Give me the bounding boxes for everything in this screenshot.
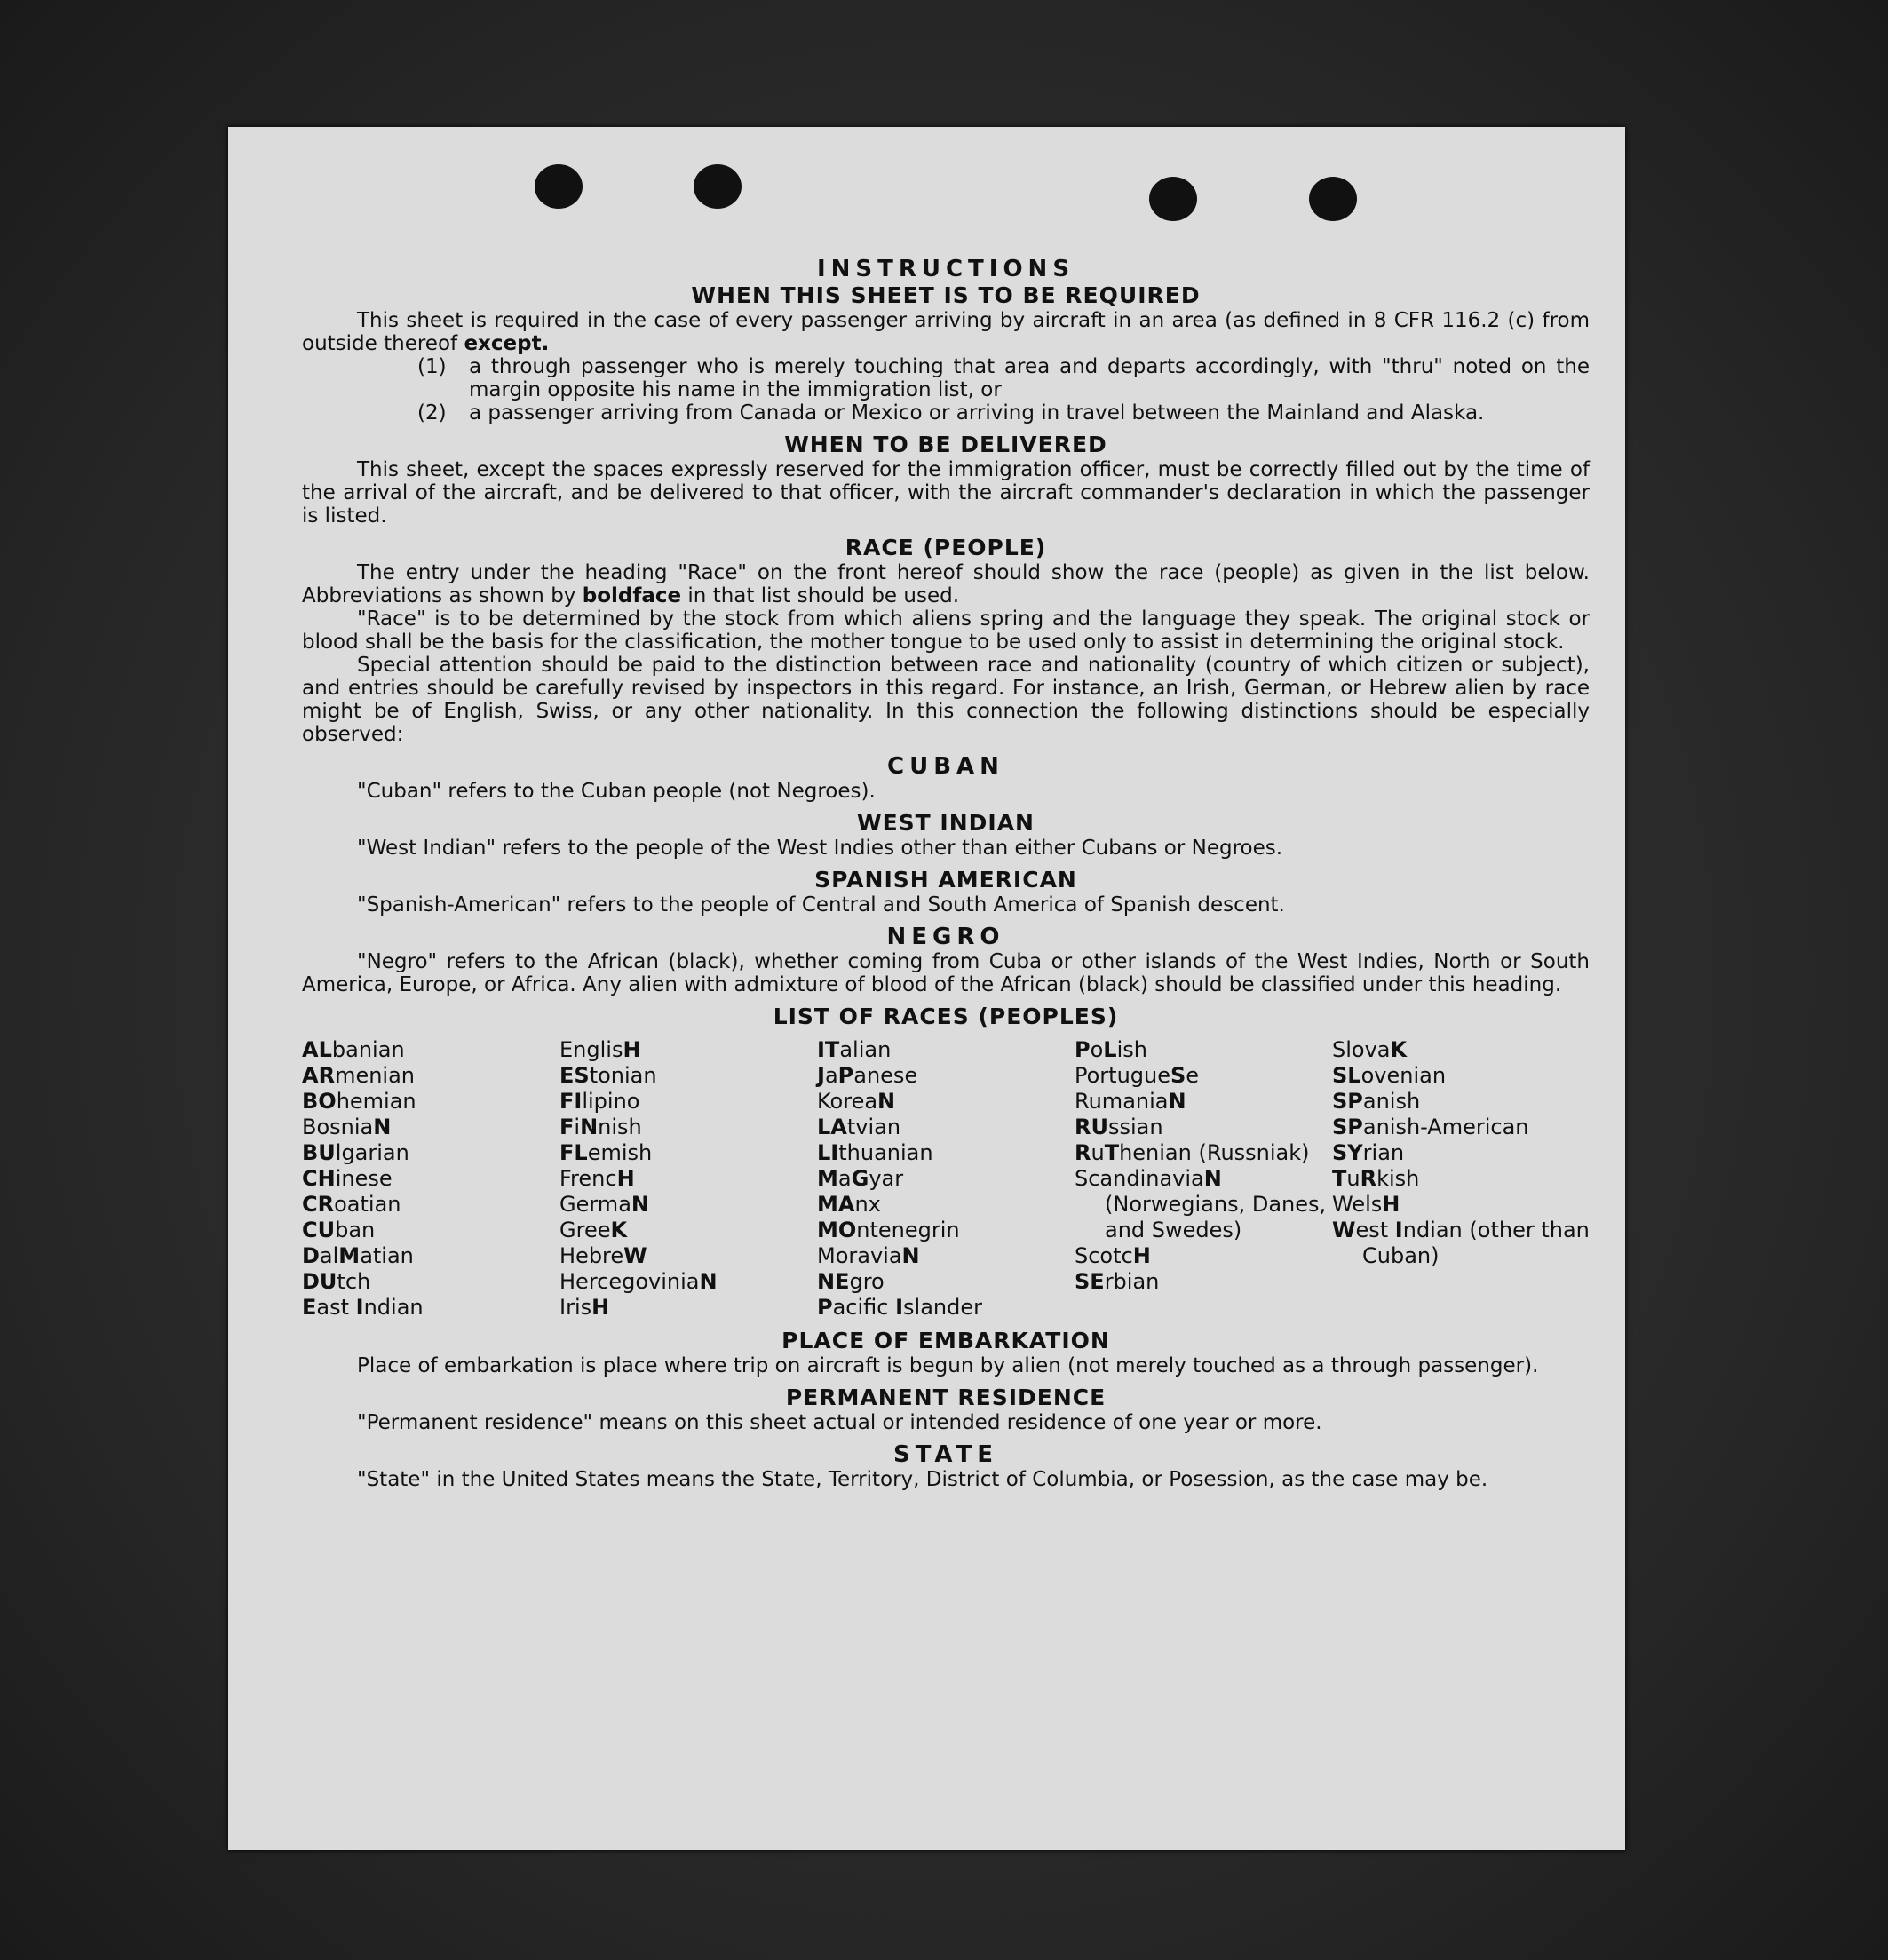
race-entry: ARmenian (302, 1063, 416, 1088)
paragraph: "Cuban" refers to the Cuban people (not Negroes). (357, 780, 876, 803)
race-column (1332, 1037, 1590, 1321)
race-entry: BosniaN (302, 1115, 392, 1139)
race-entry: SLovenian (1332, 1063, 1447, 1088)
race-entry: EStonian (559, 1063, 657, 1088)
document-content (302, 256, 1590, 1491)
section-heading: PLACE OF EMBARKATION (781, 1328, 1110, 1353)
race-entry: SPanish (1332, 1089, 1421, 1114)
race-entry: ScandinaviaN (Norwegians, Danes, and Swedes) (1075, 1166, 1327, 1242)
race-entry: KoreaN (817, 1089, 896, 1114)
list-item: (1) a through passenger who is merely touching that area and departs accordingly, with "thru" noted on the margin opposite his name in the immigration list, or (417, 355, 1590, 401)
race-entry: FLemish (559, 1140, 653, 1165)
race-entry: CUban (302, 1218, 376, 1242)
paragraph: The entry under the heading "Race" on the front hereof should show the race (people) as given in the list below. Abbreviations as shown by boldface in that list should be used. (302, 561, 1590, 607)
race-entry: East Indian (302, 1295, 424, 1320)
race-column (559, 1037, 817, 1321)
race-entry: PortugueSe (1075, 1063, 1200, 1088)
race-entry: SErbian (1075, 1269, 1160, 1294)
section-heading: SPANISH AMERICAN (814, 867, 1077, 893)
race-entry: MAnx (817, 1192, 881, 1217)
race-entry: DUtch (302, 1269, 371, 1294)
paragraph: "Race" is to be determined by the stock from which aliens spring and the language they speak. The original stock or blood shall be the basis for the classification, the mother tongue to be used only to assist in determining the original stock. (302, 607, 1590, 654)
race-entry: TuRkish (1332, 1166, 1420, 1191)
section-heading: RACE (PEOPLE) (845, 535, 1047, 560)
race-entry: ScotcH (1075, 1243, 1151, 1268)
paragraph: This sheet, except the spaces expressly reserved for the immigration officer, must be correctly filled out by the time of the arrival of the aircraft, and be delivered to that officer, with the aircraft commander's declaration in which the passenger is listed. (302, 458, 1590, 528)
race-entry: HebreW (559, 1243, 647, 1268)
race-entry: FiNnish (559, 1115, 642, 1139)
paragraph: "Negro" refers to the African (black), whether coming from Cuba or other islands of the West Indies, North or South America, Europe, or Africa. Any alien with admixture of blood of the African (black) should be classified under this heading. (302, 950, 1590, 996)
race-entry: RumaniaN (1075, 1089, 1186, 1114)
section-heading: WEST INDIAN (857, 810, 1035, 836)
race-entry: SPanish-American (1332, 1115, 1529, 1139)
section-heading: NEGRO (886, 924, 1005, 950)
paragraph: "Permanent residence" means on this sheet actual or intended residence of one year or more. (357, 1411, 1322, 1434)
race-entry: ALbanian (302, 1037, 405, 1062)
race-entry: SlovaK (1332, 1037, 1408, 1062)
section-heading: LIST OF RACES (PEOPLES) (773, 1004, 1119, 1029)
race-column (302, 1037, 559, 1321)
section-heading: CUBAN (887, 753, 1004, 780)
race-entry: EnglisH (559, 1037, 641, 1062)
punch-hole (1309, 177, 1357, 221)
punch-hole (535, 164, 583, 209)
paragraph: This sheet is required in the case of every passenger arriving by aircraft in an area (as defined in 8 CFR 116.2 (c) from outside thereof except. (302, 309, 1590, 355)
paragraph: Special attention should be paid to the distinction between race and nationality (country of which citizen or subject), and entries should be carefully revised by inspectors in this regard. For instance, an Irish, German, or Hebrew alien by race might be of English, Swiss, or any other nationality. In this connection the following distinctions should be especially observed: (302, 654, 1590, 746)
punch-hole (1149, 177, 1197, 221)
list-item: (2) a passenger arriving from Canada or Mexico or arriving in travel between the Mainland and Alaska. (417, 401, 1485, 425)
race-entry: West Indian (other than Cuban) (1332, 1218, 1590, 1268)
race-entry: CHinese (302, 1166, 393, 1191)
paragraph: "State" in the United States means the State, Territory, District of Columbia, or Posession, as the case may be. (357, 1468, 1488, 1491)
paragraph: "Spanish-American" refers to the people of Central and South America of Spanish descent. (357, 893, 1285, 917)
race-entry: IrisH (559, 1295, 610, 1320)
race-entry: FrencH (559, 1166, 635, 1191)
paragraph: "West Indian" refers to the people of the West Indies other than either Cubans or Negroes. (357, 837, 1283, 860)
race-entry: RUssian (1075, 1115, 1163, 1139)
race-entry: GermaN (559, 1192, 649, 1217)
race-entry: MoraviaN (817, 1243, 920, 1268)
section-heading: WHEN TO BE DELIVERED (784, 432, 1107, 457)
race-entry: LIthuanian (817, 1140, 933, 1165)
race-entry: DalMatian (302, 1243, 414, 1268)
race-entry: GreeK (559, 1218, 628, 1242)
section-heading: WHEN THIS SHEET IS TO BE REQUIRED (691, 282, 1201, 308)
race-entry: BOhemian (302, 1089, 416, 1114)
race-entry: HercegoviniaN (559, 1269, 718, 1294)
paragraph: Place of embarkation is place where trip on aircraft is begun by alien (not merely touched as a through passenger). (357, 1354, 1539, 1377)
race-entry: PoLish (1075, 1037, 1147, 1062)
race-entry: MOntenegrin (817, 1218, 960, 1242)
race-entry: FIlipino (559, 1089, 640, 1114)
punch-hole (694, 164, 742, 209)
race-entry: CRoatian (302, 1192, 401, 1217)
race-entry: WelsH (1332, 1192, 1400, 1217)
race-column (1075, 1037, 1332, 1321)
race-entry: RuThenian (Russniak) (1075, 1140, 1310, 1165)
race-entry: MaGyar (817, 1166, 904, 1191)
section-heading: STATE (892, 1441, 999, 1468)
race-entry: Pacific Islander (817, 1295, 983, 1320)
race-column (817, 1037, 1075, 1321)
race-list (302, 1037, 1590, 1321)
race-entry: LAtvian (817, 1115, 901, 1139)
section-heading: PERMANENT RESIDENCE (785, 1385, 1107, 1410)
document-sheet (228, 127, 1625, 1850)
page-title: INSTRUCTIONS (816, 256, 1075, 282)
race-entry: BUlgarian (302, 1140, 409, 1165)
race-entry: JaPanese (817, 1063, 918, 1088)
race-entry: SYrian (1332, 1140, 1405, 1165)
race-entry: NEgro (817, 1269, 885, 1294)
race-entry: ITalian (817, 1037, 892, 1062)
